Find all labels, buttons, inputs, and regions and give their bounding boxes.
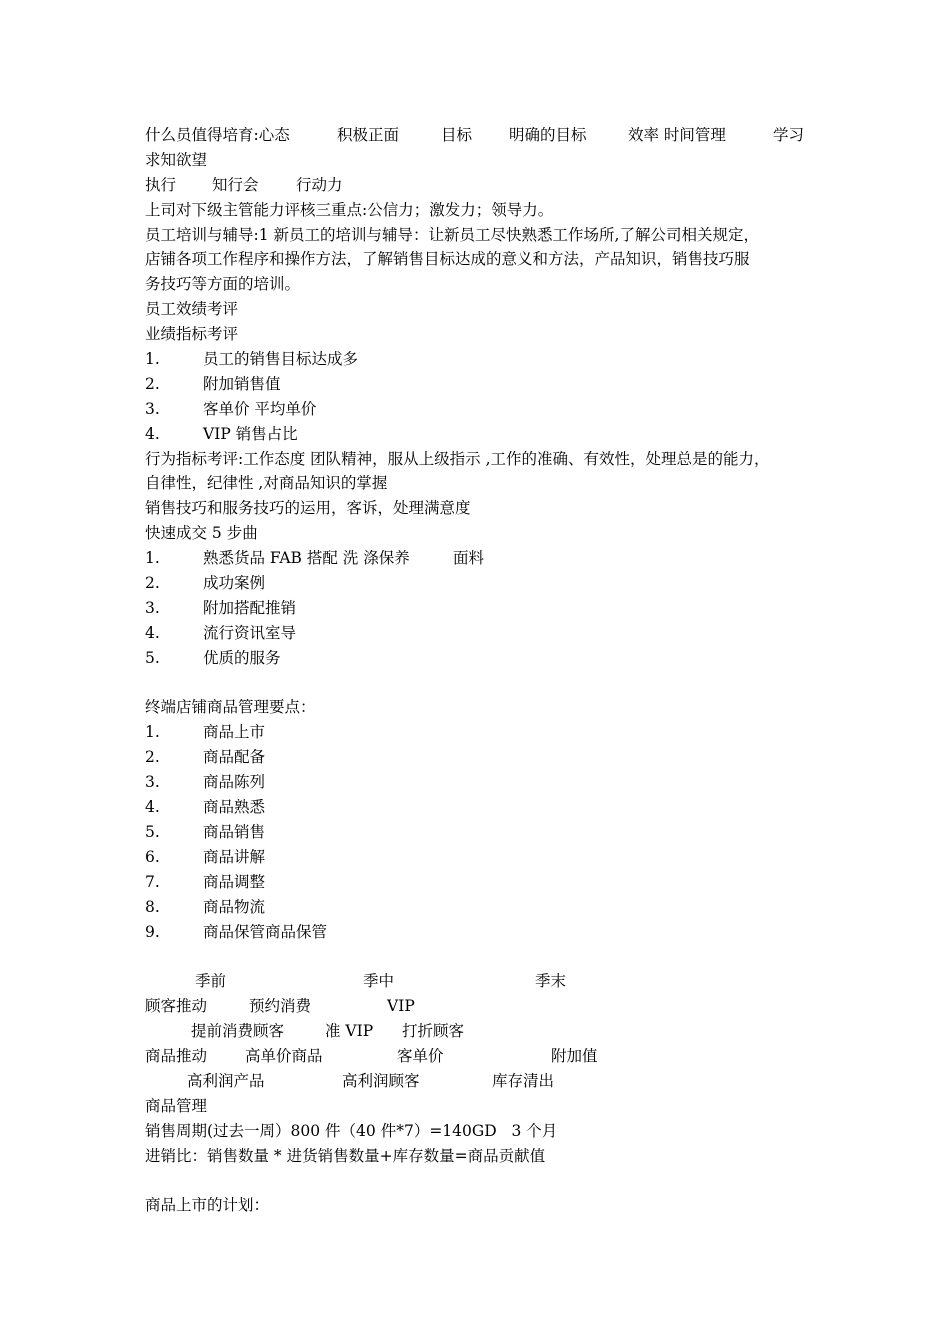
text-line: 自律性，纪律性 ,对商品知识的掌握 xyxy=(145,474,388,493)
text-segment: 知行会 xyxy=(212,175,259,194)
list-text: 附加搭配推销 xyxy=(203,598,297,617)
season-cell: 商品推动 xyxy=(145,1046,208,1065)
list-text: 商品销售 xyxy=(203,822,266,841)
section-heading: 业绩指标考评 xyxy=(145,325,239,344)
text-segment: 明确的目标 xyxy=(509,126,587,144)
text-segment: 执行 xyxy=(145,175,177,194)
list-item xyxy=(145,621,825,646)
text-line: 销售周期(过去一周）800 件（40 件*7）=140GD 3 个月 xyxy=(145,1121,558,1140)
text-line: 务技巧等方面的培训。 xyxy=(145,275,301,294)
season-cell: 客单价 xyxy=(397,1046,444,1065)
list-text: 客单价 平均单价 xyxy=(203,399,317,418)
text-line: 求知欲望 xyxy=(145,150,208,169)
list-item xyxy=(145,397,825,422)
list-text: 商品物流 xyxy=(203,897,266,916)
text-line: 进销比：销售数量 * 进货销售数量+库存数量=商品贡献值 xyxy=(145,1146,546,1165)
text-line: 员工培训与辅导:1 新员工的培训与辅导：让新员工尽快熟悉工作场所,了解公司相关规定， xyxy=(145,225,759,244)
list-number: 3. xyxy=(145,773,160,792)
list-text: 商品配备 xyxy=(203,748,266,767)
season-cell: 高利润产品 xyxy=(187,1071,265,1090)
list-item xyxy=(145,895,825,920)
list-number: 3. xyxy=(145,598,160,617)
list-number: 4. xyxy=(145,623,160,642)
list-item xyxy=(145,795,825,820)
list-item xyxy=(145,770,825,795)
text-line: 上司对下级主管能力评核三重点:公信力；激发力；领导力。 xyxy=(145,200,554,219)
list-item xyxy=(145,745,825,770)
list-number: 5. xyxy=(145,822,160,841)
text-segment: 行动力 xyxy=(296,175,343,194)
list-text: 商品调整 xyxy=(203,872,266,891)
list-text: 商品讲解 xyxy=(203,847,266,866)
list-text: 附加销售值 xyxy=(203,374,281,393)
list-number: 8. xyxy=(145,897,160,916)
text-segment: 目标 xyxy=(441,126,473,144)
list-number: 2. xyxy=(145,574,160,593)
season-cell: 高利润顾客 xyxy=(342,1071,420,1090)
season-cell: 高单价商品 xyxy=(245,1046,323,1065)
list-item xyxy=(145,646,825,671)
blank-line xyxy=(145,671,825,696)
text-segment: 学习 xyxy=(773,126,805,144)
list-number: 5. xyxy=(145,648,160,667)
season-row xyxy=(145,1069,825,1094)
text-segment: 效率 时间管理 xyxy=(628,126,726,144)
list-number: 7. xyxy=(145,872,160,891)
list-text: VIP 销售占比 xyxy=(203,424,298,443)
list-text: 流行资讯室导 xyxy=(203,623,297,642)
season-header-row xyxy=(145,969,825,994)
list-item xyxy=(145,596,825,621)
list-text-extra: 面料 xyxy=(453,549,485,568)
season-cell: 库存清出 xyxy=(492,1071,555,1090)
list-text: 商品保管商品保管 xyxy=(203,922,328,941)
list-text: 商品上市 xyxy=(203,723,266,742)
list-item xyxy=(145,845,825,870)
list-item xyxy=(145,870,825,895)
section-heading: 商品管理 xyxy=(145,1096,208,1115)
section-heading: 员工效绩考评 xyxy=(145,300,239,319)
blank-line xyxy=(145,944,825,969)
text-line xyxy=(145,123,825,148)
season-cell: 打折顾客 xyxy=(402,1022,465,1041)
text-segment: 什么员值得培育:心态 xyxy=(145,126,290,144)
list-text: 成功案例 xyxy=(203,574,266,593)
season-label: 季中 xyxy=(363,972,395,991)
list-item xyxy=(145,571,825,596)
season-cell: VIP xyxy=(387,997,415,1016)
list-number: 1. xyxy=(145,350,160,369)
season-cell: 提前消费顾客 xyxy=(191,1022,285,1041)
list-number: 3. xyxy=(145,399,160,418)
list-item xyxy=(145,546,825,571)
list-item xyxy=(145,422,825,447)
list-text: 员工的销售目标达成多 xyxy=(203,350,359,369)
season-cell: 准 VIP xyxy=(325,1022,374,1041)
season-label: 季末 xyxy=(535,972,567,991)
text-line xyxy=(145,173,825,198)
list-number: 1. xyxy=(145,723,160,742)
list-text: 商品熟悉 xyxy=(203,798,266,817)
text-line: 行为指标考评:工作态度 团队精神，服从上级指示 ,工作的准确、有效性，处理总是的能力， xyxy=(145,449,770,468)
list-number: 2. xyxy=(145,374,160,393)
season-cell: 预约消费 xyxy=(249,997,312,1016)
section-heading: 商品上市的计划： xyxy=(145,1196,270,1215)
list-item xyxy=(145,820,825,845)
text-line: 销售技巧和服务技巧的运用，客诉，处理满意度 xyxy=(145,499,471,518)
list-number: 2. xyxy=(145,748,160,767)
list-item xyxy=(145,372,825,397)
section-heading: 终端店铺商品管理要点： xyxy=(145,698,316,717)
document-body xyxy=(145,123,825,1218)
season-label: 季前 xyxy=(195,972,227,991)
blank-line xyxy=(145,1168,825,1193)
season-row xyxy=(145,994,825,1019)
list-number: 4. xyxy=(145,798,160,817)
season-row xyxy=(145,1044,825,1069)
season-row xyxy=(145,1019,825,1044)
list-item xyxy=(145,920,825,945)
list-number: 4. xyxy=(145,424,160,443)
season-cell: 顾客推动 xyxy=(145,997,208,1016)
text-segment: 积极正面 xyxy=(337,126,400,144)
list-text: 优质的服务 xyxy=(203,648,281,667)
list-text: 商品陈列 xyxy=(203,773,266,792)
text-line: 店铺各项工作程序和操作方法，了解销售目标达成的意义和方法，产品知识，销售技巧服 xyxy=(145,250,750,269)
list-number: 1. xyxy=(145,549,160,568)
season-cell: 附加值 xyxy=(551,1046,598,1065)
section-heading: 快速成交 5 步曲 xyxy=(145,524,258,543)
list-text: 熟悉货品 FAB 搭配 洗 涤保养 xyxy=(203,549,410,568)
list-item xyxy=(145,720,825,745)
list-number: 6. xyxy=(145,847,160,866)
list-item xyxy=(145,347,825,372)
list-number: 9. xyxy=(145,922,160,941)
